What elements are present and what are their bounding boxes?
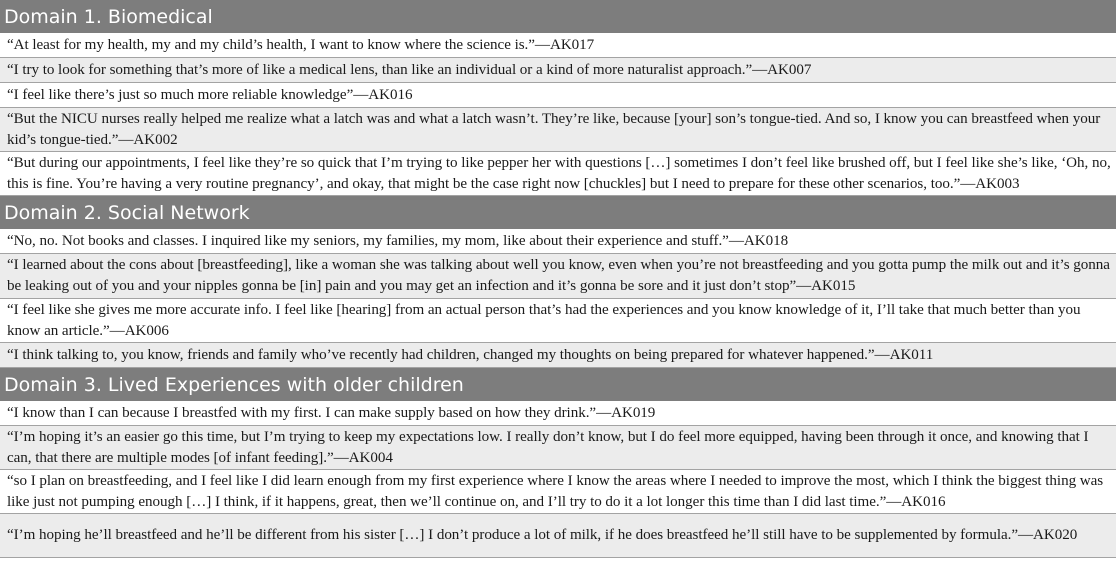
quote-row: “I feel like she gives me more accurate info. I feel like [hearing] from an actual person that’s had the experiences and you know knowledge of it, I’ll take that much better than you know an article.”—AK006 [0,299,1116,343]
domain-1-header: Domain 1. Biomedical [0,0,1116,33]
quote-row: “I’m hoping he’ll breastfeed and he’ll be different from his sister […] I don’t produce a lot of milk, if he does breastfeed he’ll still have to be supplemented by formula.”—AK020 [0,514,1116,558]
quote-row: “I’m hoping it’s an easier go this time, but I’m trying to keep my expectations low. I really don’t know, but I do feel more equipped, having been through it once, and knowing that I can, that there are multiple modes [of infant feeding].”—AK004 [0,426,1116,470]
quote-row: “I think talking to, you know, friends and family who’ve recently had children, changed my thoughts on being prepared for whatever happened.”—AK011 [0,343,1116,368]
quote-row: “I know than I can because I breastfed with my first. I can make supply based on how they drink.”—AK019 [0,401,1116,426]
quote-row: “But during our appointments, I feel like they’re so quick that I’m trying to like pepper her with questions […] sometimes I don’t feel like brushed off, but I feel like she’s like, ‘Oh, no, this is fine. You’re having a very routine pregnancy’, and okay, that might be the case right now [chuckles] but I need to prepare for these other scenarios, too.”—AK003 [0,152,1116,196]
quote-row: “so I plan on breastfeeding, and I feel like I did learn enough from my first experience where I know the areas where I needed to improve the most, which I think the biggest thing was like just not pumping enough […] I think, if it happens, great, then we’ll continue on, and I’ll try to do it a lot longer this time than I did last time.”—AK016 [0,470,1116,514]
quote-row: “I learned about the cons about [breastfeeding], like a woman she was talking about well you know, even when you’re not breastfeeding and you gotta pump the milk out and it’s gonna be leaking out of you and your nipples gonna be [in] pain and you may get an infection and it’s gonna be sore and it just don’t stop”—AK015 [0,254,1116,299]
quote-row: “I feel like there’s just so much more reliable knowledge”—AK016 [0,83,1116,108]
domain-3-header: Domain 3. Lived Experiences with older children [0,368,1116,401]
quote-row: “I try to look for something that’s more of like a medical lens, than like an individual or a kind of more naturalist approach.”—AK007 [0,58,1116,83]
quote-row: “At least for my health, my and my child’s health, I want to know where the science is.”—AK017 [0,33,1116,58]
domain-2-header: Domain 2. Social Network [0,196,1116,229]
quote-row: “No, no. Not books and classes. I inquired like my seniors, my families, my mom, like about their experience and stuff.”—AK018 [0,229,1116,254]
quote-row: “But the NICU nurses really helped me realize what a latch was and what a latch wasn’t. They’re like, because [your] son’s tongue-tied. And so, I know you can breastfeed when your kid’s tongue-tied.”—AK002 [0,108,1116,152]
